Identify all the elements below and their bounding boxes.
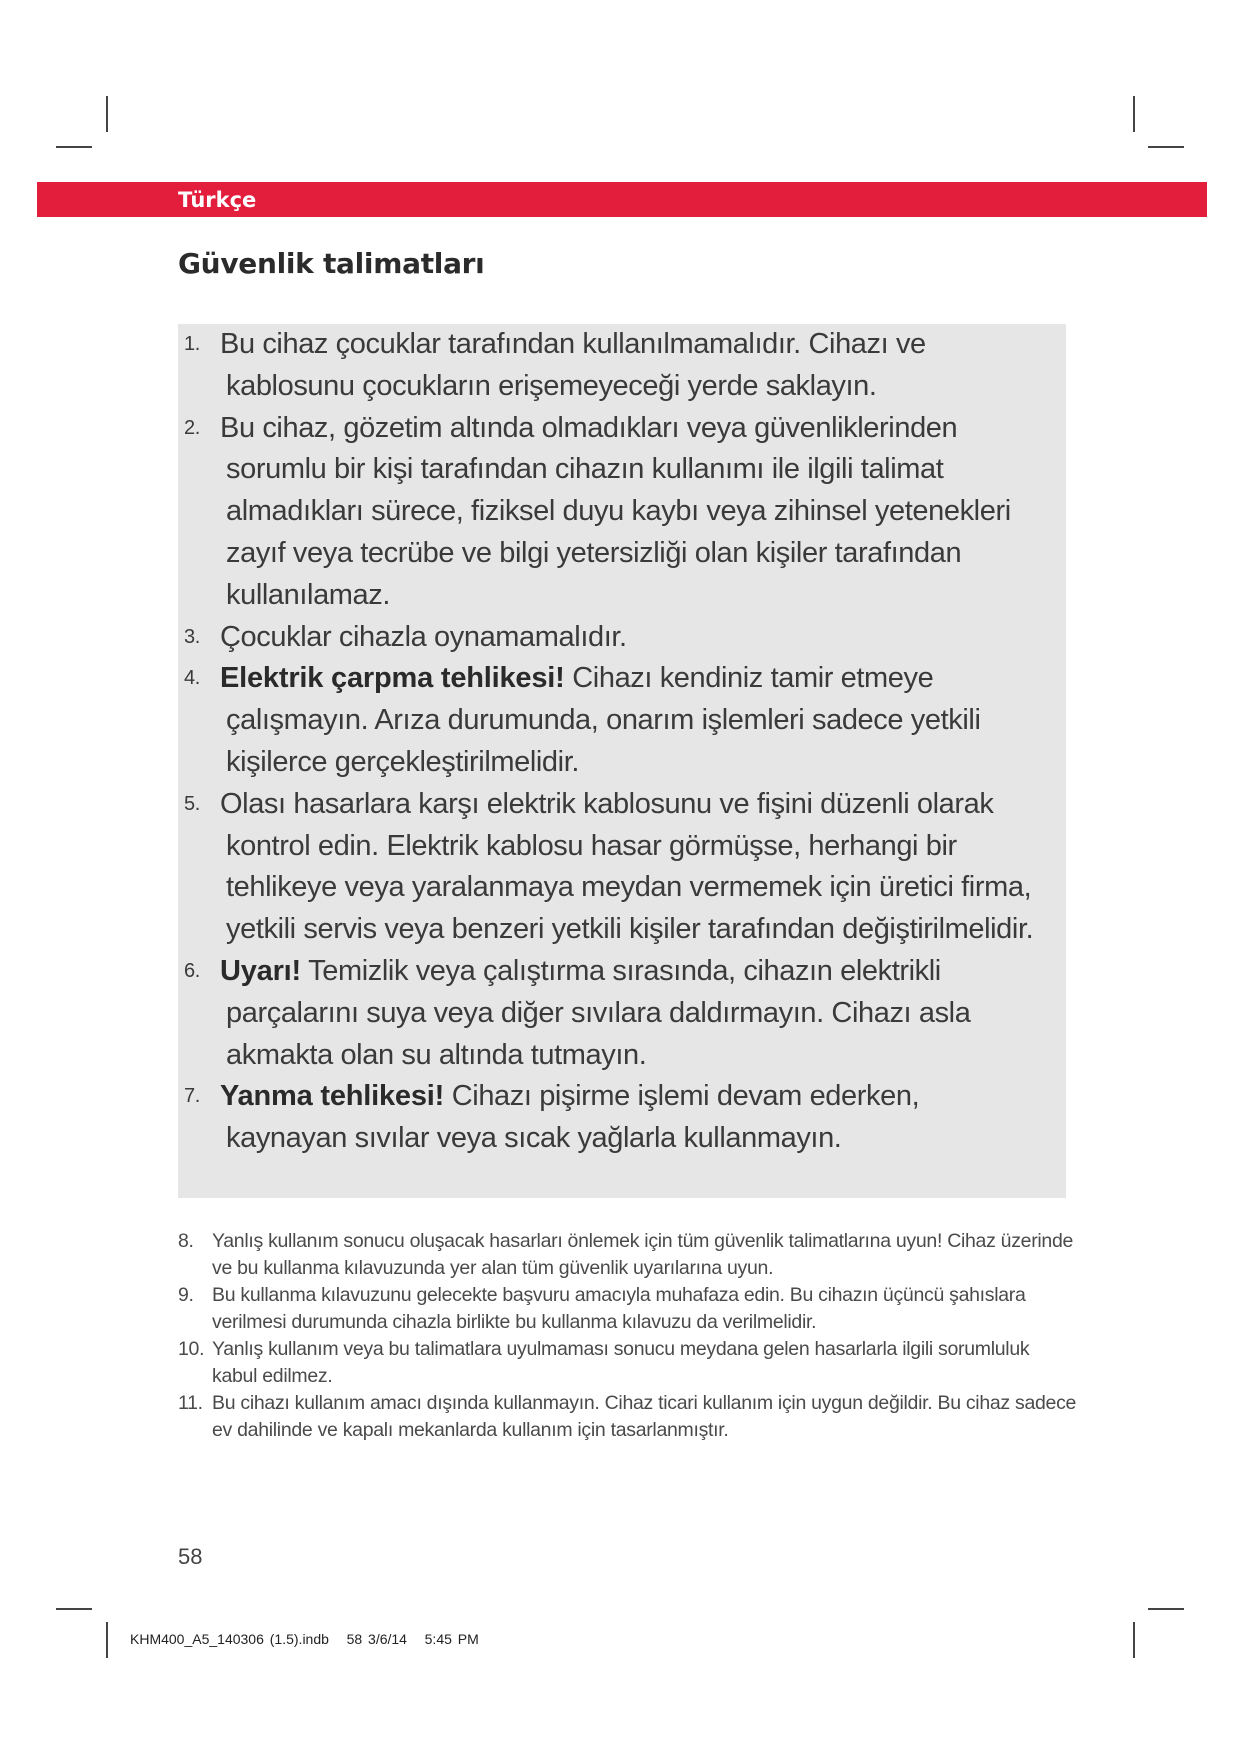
safety-item-4 bbox=[178, 658, 1066, 783]
item-text-wrap bbox=[220, 784, 1046, 951]
secondary-item-9 bbox=[178, 1282, 1078, 1336]
item-text-wrap bbox=[220, 324, 1046, 408]
item-text: Bu cihaz çocuklar tarafından kullanılmamalıdır. Cihazı ve kablosunu çocukların erişemeyeceği yerde saklayın. bbox=[220, 328, 926, 402]
language-label: Türkçe bbox=[178, 188, 257, 212]
warning-label-burn: Yanma tehlikesi! bbox=[220, 1080, 445, 1113]
crop-mark-bottom-left-horizontal bbox=[56, 1608, 92, 1610]
item-number: 8. bbox=[178, 1230, 194, 1252]
safety-item-3 bbox=[178, 617, 1066, 659]
language-header-bar bbox=[37, 182, 1207, 217]
safety-item-2 bbox=[178, 408, 1066, 617]
item-text: Temizlik veya çalıştırma sırasında, cihazın elektrikli parçalarını suya veya diğer sıvılara daldırmayın. Cihazı asla akmakta olan su altında tutmayın. bbox=[226, 954, 971, 1071]
item-number: 1. bbox=[184, 333, 200, 355]
item-number: 4. bbox=[184, 667, 200, 690]
item-text: Yanlış kullanım veya bu talimatlara uyulmaması sonucu meydana gelen hasarlarla ilgili sorumluluk kabul edilmez. bbox=[212, 1338, 1030, 1387]
safety-item-7 bbox=[178, 1076, 1066, 1160]
item-number: 9. bbox=[178, 1284, 194, 1306]
item-text-wrap bbox=[220, 617, 1046, 659]
secondary-item-8 bbox=[178, 1228, 1078, 1282]
item-text-wrap bbox=[220, 408, 1046, 617]
item-number: 7. bbox=[184, 1085, 200, 1108]
crop-mark-bottom-right-vertical bbox=[1133, 1622, 1135, 1658]
secondary-item-11 bbox=[178, 1390, 1078, 1444]
warning-label-caution: Uyarı! bbox=[220, 954, 301, 987]
item-number: 6. bbox=[184, 959, 200, 982]
crop-mark-top-right-vertical bbox=[1133, 96, 1135, 132]
secondary-item-10 bbox=[178, 1336, 1078, 1390]
crop-mark-top-left-vertical bbox=[106, 96, 108, 132]
item-text-wrap bbox=[220, 1076, 1046, 1160]
safety-item-5 bbox=[178, 784, 1066, 951]
item-text: Bu cihaz, gözetim altında olmadıkları veya güvenliklerinden sorumlu bir kişi tarafından cihazın kullanımı ile ilgili talimat almadıkları sürece, fiziksel duyu kaybı veya zihinsel yetenekleri zayıf veya tecrübe ve bilgi yetersizliği olan kişiler tarafından kullanılamaz. bbox=[220, 411, 1011, 611]
crop-mark-top-left-horizontal bbox=[56, 146, 92, 148]
warning-label-electric-shock: Elektrik çarpma tehlikesi! bbox=[220, 662, 565, 695]
item-text: Olası hasarlara karşı elektrik kablosunu ve fişini düzenli olarak kontrol edin. Elektrik kablosu hasar görmüşse, herhangi bir tehlikeye veya yaralanmaya meydan vermemek için üretici firma, yetkili servis veya benzeri yetkili kişiler tarafından değiştirilmelidir. bbox=[220, 787, 1034, 946]
item-text: Bu cihazı kullanım amacı dışında kullanmayın. Cihaz ticari kullanım için uygun değildir. Bu cihaz sadece ev dahilinde ve kapalı mekanlarda kullanım için tasarlanmıştır. bbox=[212, 1392, 1077, 1441]
crop-mark-top-right-horizontal bbox=[1148, 146, 1184, 148]
item-text: Cihazı kendiniz tamir etmeye çalışmayın. Arıza durumunda, onarım işlemleri sadece yetkili kişilerce gerçekleştirilmelidir. bbox=[226, 662, 981, 778]
item-text: Cihazı pişirme işlemi devam ederken, kaynayan sıvılar veya sıcak yağlarla kullanmayın. bbox=[226, 1080, 920, 1155]
item-number: 2. bbox=[184, 416, 200, 439]
safety-item-6 bbox=[178, 951, 1066, 1076]
crop-mark-bottom-left-vertical bbox=[106, 1622, 108, 1658]
main-safety-instructions-box bbox=[178, 324, 1066, 1198]
item-number: 11. bbox=[178, 1392, 203, 1414]
item-text: Çocuklar cihazla oynamamalıdır. bbox=[220, 620, 627, 653]
main-safety-list bbox=[178, 324, 1066, 1160]
item-number: 3. bbox=[184, 625, 200, 648]
secondary-instructions-list bbox=[178, 1228, 1078, 1444]
item-text-wrap bbox=[220, 951, 1046, 1076]
item-text-wrap bbox=[220, 658, 1046, 783]
item-number: 5. bbox=[184, 792, 200, 815]
section-title: Güvenlik talimatları bbox=[178, 247, 485, 280]
item-number: 10. bbox=[178, 1338, 205, 1360]
print-info-slug: KHM400_A5_140306 (1.5).indb 58 3/6/14 5:45 PM bbox=[130, 1631, 479, 1647]
crop-mark-bottom-right-horizontal bbox=[1148, 1608, 1184, 1610]
item-text: Yanlış kullanım sonucu oluşacak hasarları önlemek için tüm güvenlik talimatlarına uyun! Cihaz üzerinde ve bu kullanma kılavuzunda yer alan tüm güvenlik uyarılarına uyun. bbox=[212, 1230, 1074, 1279]
safety-item-1 bbox=[178, 324, 1066, 408]
page-number: 58 bbox=[178, 1544, 203, 1569]
item-text: Bu kullanma kılavuzunu gelecekte başvuru amacıyla muhafaza edin. Bu cihazın üçüncü şahıslara verilmesi durumunda cihazla birlikte bu kullanma kılavuzu da verilmelidir. bbox=[212, 1284, 1026, 1333]
